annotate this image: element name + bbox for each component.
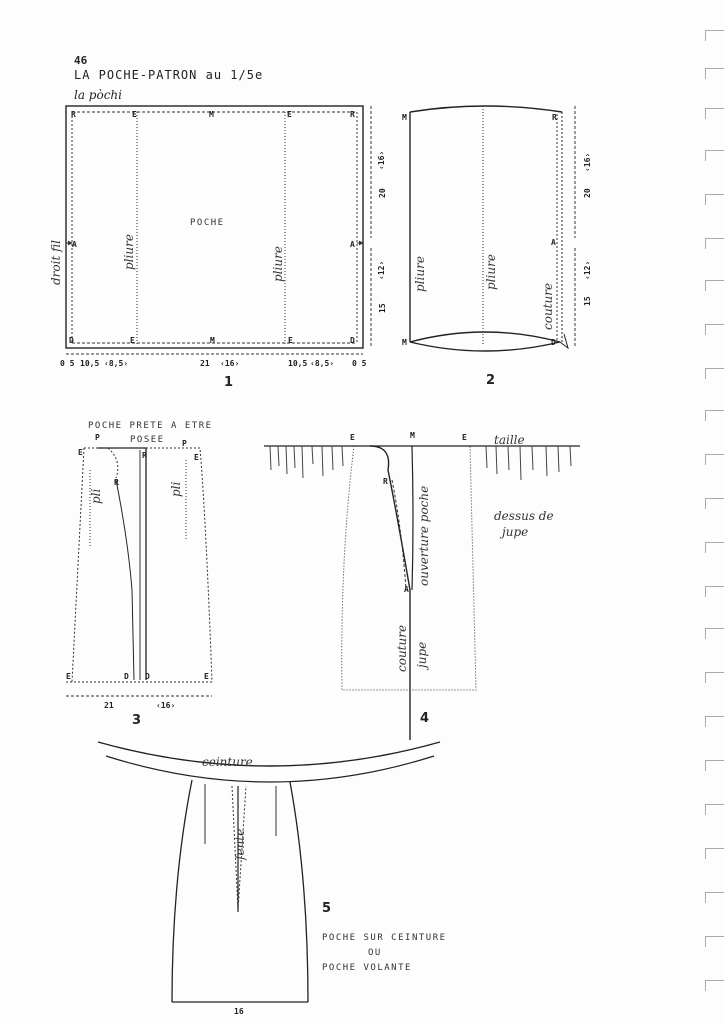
couture-label: couture xyxy=(541,282,555,330)
dim-16-label: ‹16› xyxy=(156,701,176,710)
handwritten-title: la pòchi xyxy=(74,88,122,102)
figure-number-1: 1 xyxy=(224,375,234,390)
label-M: M xyxy=(209,110,214,119)
skirt-right-side xyxy=(290,782,308,1002)
fig2-bottom-curve xyxy=(410,332,560,351)
label-M: M xyxy=(402,338,407,347)
label-P: P xyxy=(95,433,100,442)
figure-number-2: 2 xyxy=(486,373,496,388)
caption-line2: OU xyxy=(368,948,382,958)
label-A: A xyxy=(404,585,409,594)
figure-number-5: 5 xyxy=(322,901,332,916)
figure-number-3: 3 xyxy=(132,713,142,728)
label-R: R xyxy=(71,110,76,119)
page-number: 46 xyxy=(74,54,88,67)
poche-label: POCHE xyxy=(190,218,225,228)
label-E: E xyxy=(204,672,209,681)
pli-label-left: pli xyxy=(89,488,103,504)
ceinture-label: ceinture xyxy=(202,755,253,769)
fig3-title-line1: POCHE PRETE A ETRE xyxy=(88,421,213,431)
pliure-label-left: pliure xyxy=(122,234,136,270)
label-D: D xyxy=(350,336,355,345)
label-R: R xyxy=(383,477,388,486)
label-E: E xyxy=(350,433,355,442)
label-E: E xyxy=(287,110,292,119)
label-E: E xyxy=(462,433,467,442)
waist-fringe xyxy=(270,446,571,480)
label-M: M xyxy=(410,431,415,440)
label-A: A xyxy=(551,238,556,247)
pliure-label-right: pliure xyxy=(271,246,285,282)
fente-label: fente xyxy=(233,828,247,860)
label-A: A xyxy=(350,240,355,249)
dessus-label: dessus de xyxy=(494,509,554,523)
figure-1 xyxy=(49,106,387,390)
pliure-label-2: pliure xyxy=(484,254,498,290)
label-R: R xyxy=(142,451,147,460)
skirt-left-side xyxy=(172,780,192,1002)
label-R: R xyxy=(114,478,119,487)
dim-16-bottom: ‹16› xyxy=(220,359,240,368)
label-D: D xyxy=(551,338,556,347)
ouverture-label: ouverture poche xyxy=(417,485,431,586)
fig2-top-curve xyxy=(410,106,562,112)
caption-line3: POCHE VOLANTE xyxy=(322,963,412,973)
label-D: D xyxy=(69,336,74,345)
fig3-left-outline xyxy=(72,448,118,682)
label-E: E xyxy=(194,453,199,462)
dim-12-label: ‹12› xyxy=(377,260,386,280)
label-M: M xyxy=(210,336,215,345)
label-E: E xyxy=(66,672,71,681)
figure-3 xyxy=(66,421,213,728)
label-E: E xyxy=(288,336,293,345)
pliure-label-1: pliure xyxy=(413,256,427,292)
label-R: R xyxy=(350,110,355,119)
caption-line1: POCHE SUR CEINTURE xyxy=(322,933,447,943)
page-title: LA POCHE-PATRON au 1/5e xyxy=(74,68,264,82)
dim-16-label: ‹16› xyxy=(583,152,592,172)
dim-85-left: ‹8,5› xyxy=(104,359,129,368)
dim-16-label: ‹16› xyxy=(377,150,386,170)
fig3-fold-line xyxy=(98,448,146,680)
label-D: D xyxy=(145,672,150,681)
dim-105-right: 10,5 xyxy=(288,359,308,368)
waistband-bottom xyxy=(106,756,434,782)
label-P: P xyxy=(182,439,187,448)
dim-15-label: 15 xyxy=(378,303,387,313)
figure-2 xyxy=(402,106,592,388)
dim-15-label: 15 xyxy=(583,296,592,306)
dim-12-label: ‹12› xyxy=(583,260,592,280)
label-E: E xyxy=(130,336,135,345)
figure-5 xyxy=(98,742,447,1016)
dim-05-right: 0 5 xyxy=(352,359,367,368)
pocket-fold xyxy=(412,446,413,590)
grain-line-label: droit fil xyxy=(49,240,63,285)
label-A: A xyxy=(72,240,77,249)
jupe-label: jupe xyxy=(502,525,529,539)
label-D: D xyxy=(124,672,129,681)
taille-label: taille xyxy=(494,433,525,447)
label-E: E xyxy=(132,110,137,119)
pli-label-right: pli xyxy=(169,481,183,497)
dim-21-label: 21 xyxy=(104,701,114,710)
dim-20-label: 20 xyxy=(583,188,592,198)
dim-16-label: 16 xyxy=(234,1007,244,1016)
waistband-top xyxy=(98,742,440,766)
label-M: M xyxy=(402,113,407,122)
dim-05-left: 0 5 xyxy=(60,359,75,368)
figure-4 xyxy=(264,431,580,740)
figure-number-4: 4 xyxy=(420,711,430,726)
dim-20-label: 20 xyxy=(378,188,387,198)
fig3-title-line2: POSEE xyxy=(130,435,165,445)
couture-label: couture xyxy=(395,624,409,672)
dim-21: 21 xyxy=(200,359,210,368)
jupe-label-2: jupe xyxy=(415,641,429,668)
label-E: E xyxy=(78,448,83,457)
dim-105-left: 10,5 xyxy=(80,359,100,368)
fig2-corner xyxy=(560,334,568,348)
label-R: R xyxy=(552,113,557,122)
fig3-opening-curve xyxy=(116,480,134,680)
pocket-dash xyxy=(392,480,406,590)
dim-85-right: ‹8,5› xyxy=(310,359,335,368)
